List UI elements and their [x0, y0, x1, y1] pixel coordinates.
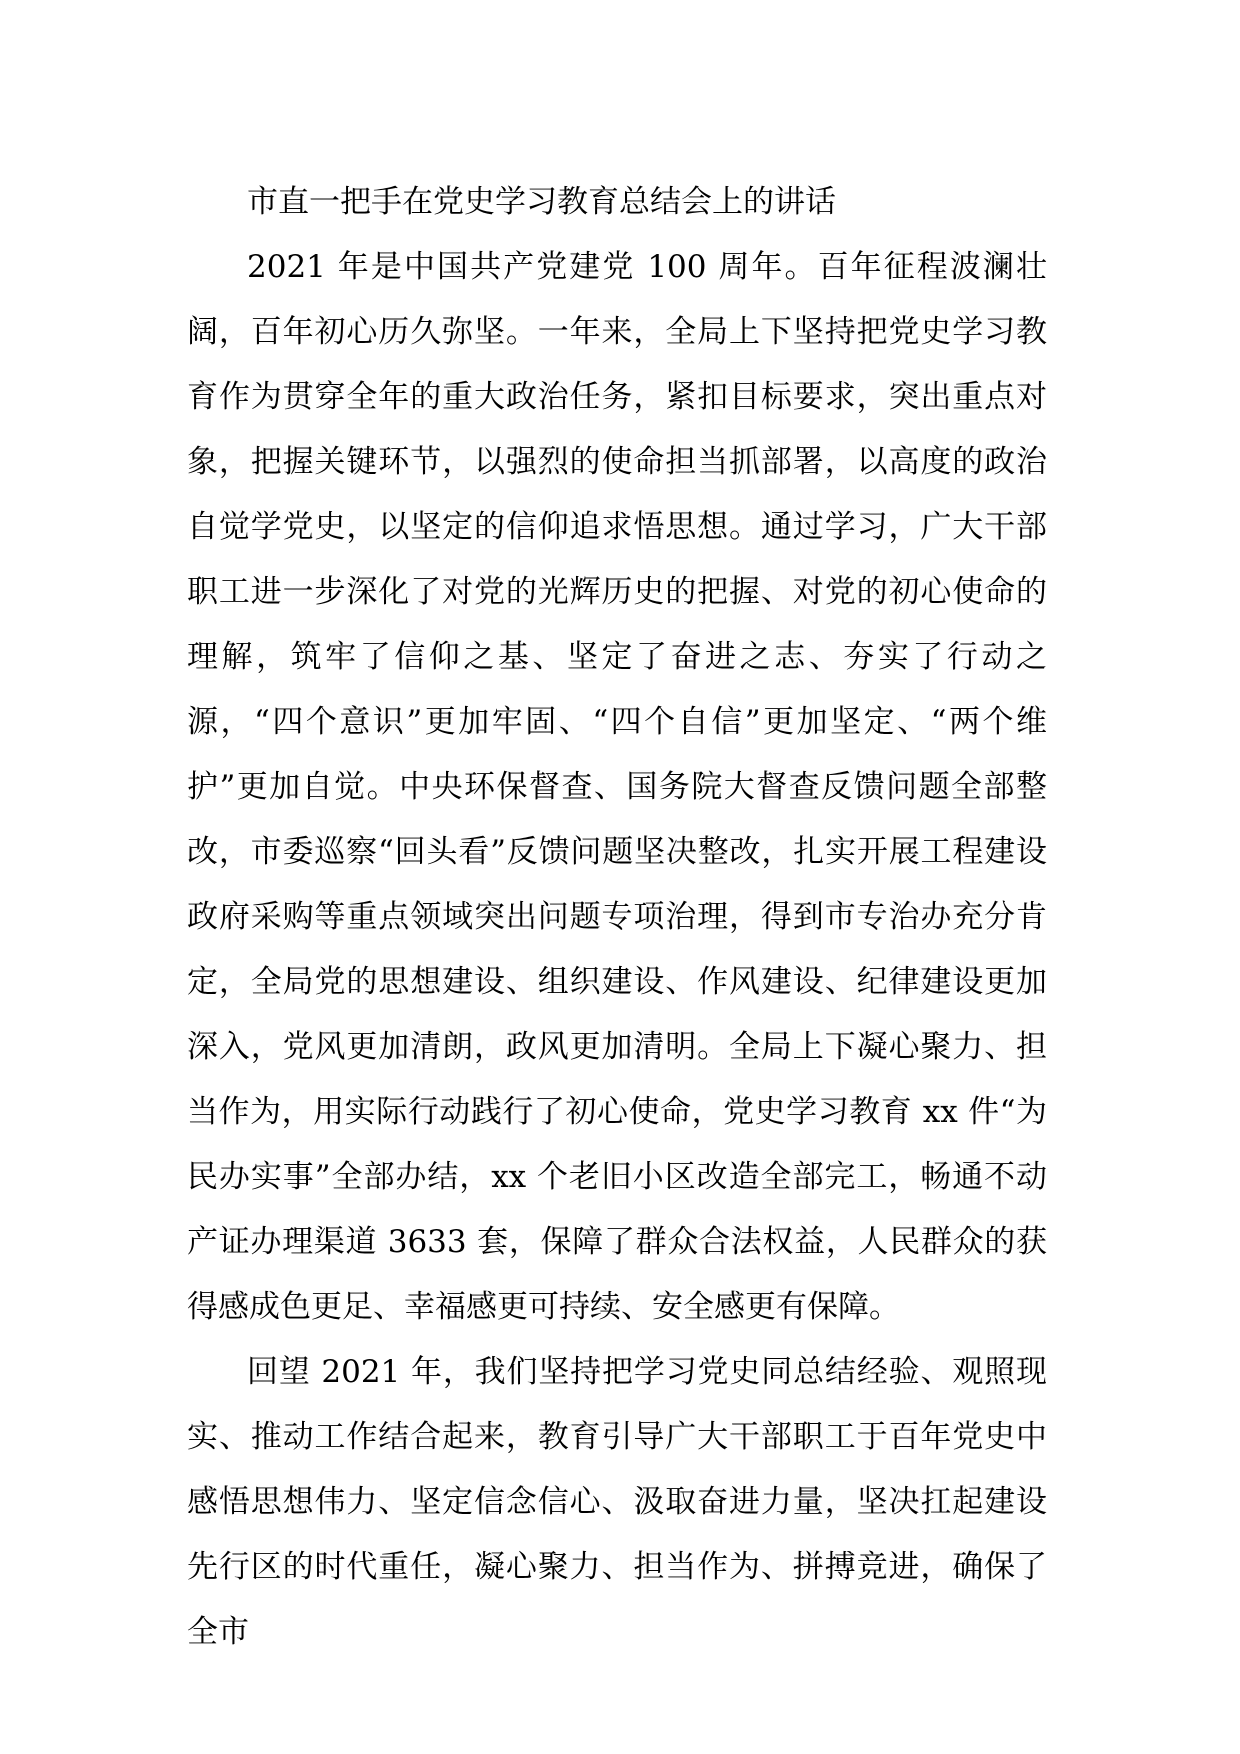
- paragraph-1: 2021 年是中国共产党建党 100 周年。百年征程波澜壮阔，百年初心历久弥坚。一年来，全局上下坚持把党史学习教育作为贯穿全年的重大政治任务，紧扣目标要求，突出重点对象，把握关键环节，以强烈的使命担当抓部署，以高度的政治自觉学党史，以坚定的信仰追求悟思想。通过学习，广大干部职工进一步深化了对党的光辉历史的把握、对党的初心使命的理解，筑牢了信仰之基、坚定了奋进之志、夯实了行动之源，“四个意识”更加牢固、“四个自信”更加坚定、“两个维护”更加自觉。中央环保督查、国务院大督查反馈问题全部整改，市委巡察“回头看”反馈问题坚决整改，扎实开展工程建设政府采购等重点领域突出问题专项治理，得到市专治办充分肯定，全局党的思想建设、组织建设、作风建设、纪律建设更加深入，党风更加清朗，政风更加清明。全局上下凝心聚力、担当作为，用实际行动践行了初心使命，党史学习教育 xx 件“为民办实事”全部办结，xx 个老旧小区改造全部完工，畅通不动产证办理渠道 3633 套，保障了群众合法权益，人民群众的获得感成色更足、幸福感更可持续、安全感更有保障。: [187, 249, 1047, 1325]
- document-title: 市直一把手在党史学习教育总结会上的讲话: [247, 184, 836, 220]
- document-body: [187, 170, 1047, 1665]
- paragraph-2: 回望 2021 年，我们坚持把学习党史同总结经验、观照现实、推动工作结合起来，教育引导广大干部职工于百年党史中感悟思想伟力、坚定信念信心、汲取奋进力量，坚决扛起建设先行区的时代重任，凝心聚力、担当作为、拼搏竞进，确保了全市: [187, 1354, 1047, 1650]
